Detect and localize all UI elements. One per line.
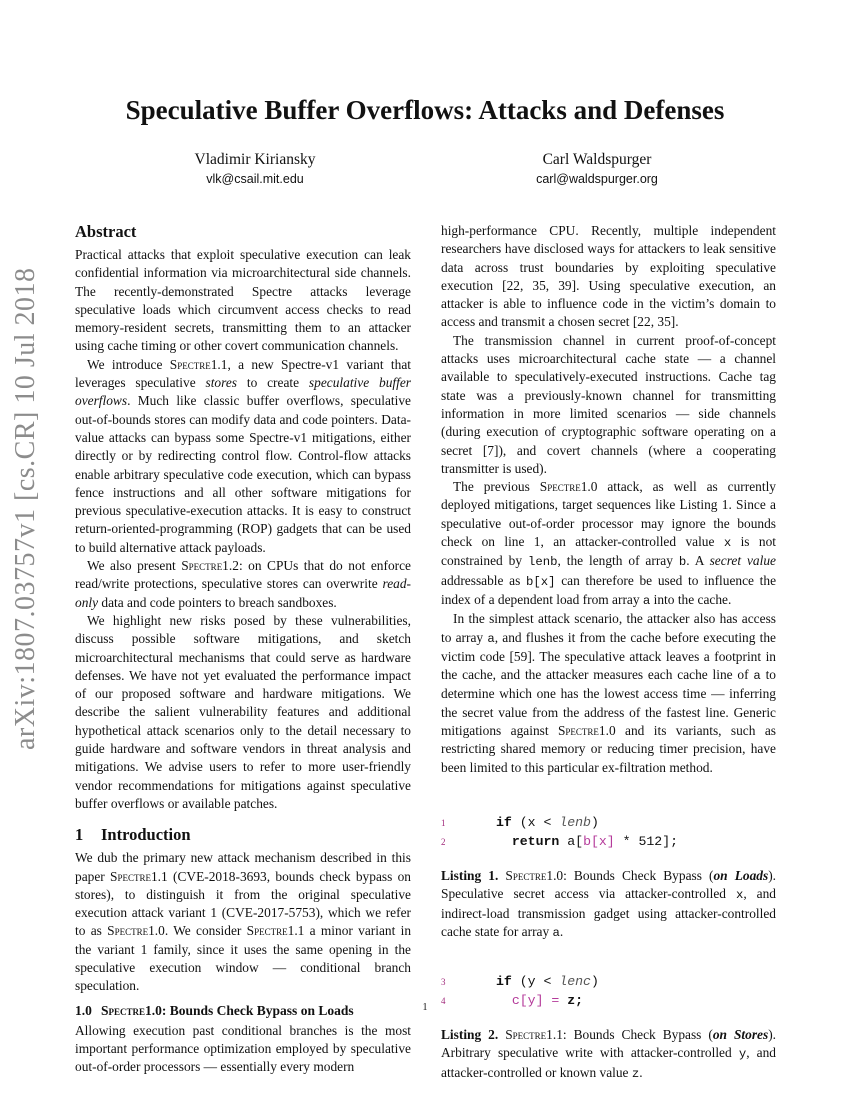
abstract-paragraph: We also present Spectre1.2: on CPUs that do not enforce read/write protections, speculative stores can overwrite read-only data and code pointers to breach sandboxes. — [75, 558, 411, 610]
line-number: 4 — [441, 996, 446, 1007]
author-block — [427, 150, 767, 188]
abstract-paragraph: We highlight new risks posed by these vulnerabilities, discuss possible software mitigations, and sketch microarchitectural mechanisms that could serve as hardware defenses. We have not yet evaluated the performance impact of our proposed software and hardware mitigations. We describe the salient vulnerability features and additional hypothetical attack scenarios only to the detail necessary to guide hardware and software vendors in threat analysis and mitigations. We advise users to refer to more user-friendly vendor recommendations for mitigations against speculative buffer overflows or available patches. — [75, 612, 411, 811]
section-heading-introduction: 1 Introduction — [75, 825, 191, 845]
code-line: 4 c[y] = z; — [441, 991, 776, 1010]
abstract-paragraph: We introduce Spectre1.1, a new Spectre-v1 variant that leverages speculative stores to create speculative buffer overflows. Much like classic buffer overflows, speculative out-of-bounds stores can modify data and code pointers. Data-value attacks can bypass some Spectre-v1 mitigations, either directly or by redirecting control flow. Control-flow attacks enable arbitrary speculative code execution, which can bypass fence instructions and all other software mitigations for previous speculative-execution attacks. It is easy to construct return-oriented-programming (ROP) gadgets that can be used to build alternative attack payloads. — [75, 356, 411, 555]
abstract-heading: Abstract — [75, 222, 137, 241]
page-number: 1 — [422, 1002, 428, 1013]
body-paragraph: The transmission channel in current proof-of-concept attacks uses microarchitectural cache state — a channel available to speculatively-executed instructions. Cache tag state was a previously-known channel for transmitting information in more limited scenarios — side channels (during execution of cryptographic software operating on a secret [7]), and covert channels (where a cooperating transmitter is used). — [441, 332, 776, 476]
code-line: 2 return a[b[x] * 512]; — [441, 832, 776, 851]
body-paragraph: The previous Spectre1.0 attack, as well as currently deployed mitigations, target sequences like Listing 1. Since a speculative out-of-order processor may ignore the bounds check on line 1, an attacker-controlled value x is not constrained by lenb, the length of array b. A secret value addressable as b[x] can therefore be used to influence the index of a dependent load from array a into the cache. — [441, 479, 777, 608]
code-line: 1 if (x < lenb) — [441, 813, 776, 832]
line-number: 3 — [441, 977, 446, 988]
body-paragraph: In the simplest attack scenario, the attacker also has access to array a, and flushes it from the cache before executing the victim code [59]. The speculative attack leaves a footprint in the cache, and the attacker measures each cache line of a to determine which one has the lowest access time — inferring the secret value from the address of the fastest line. Generic mitigations against Spectre1.0 and its variants, such as restricting shared memory or reducing timer precision, have been limited to this particular ex-filtration method. — [441, 611, 777, 775]
author-name: Vladimir Kiriansky — [194, 151, 316, 168]
right-column — [441, 222, 776, 1083]
line-number: 2 — [441, 836, 446, 847]
listing-caption: Listing 1. Spectre1.0: Bounds Check Bypass (on Loads). Speculative secret access via attacker-controlled x, and indirect-load transmission gadget using attacker-controlled cache state for array a. — [441, 867, 777, 940]
author-name: Carl Waldspurger — [542, 151, 652, 168]
author-block — [85, 150, 425, 188]
body-paragraph: Allowing execution past conditional branches is the most important performance optimization employed by speculative out-of-order processors — essentially every modern — [75, 1022, 411, 1075]
author-email: carl@waldspurger.org — [536, 172, 658, 186]
abstract-paragraph: Practical attacks that exploit speculative execution can leak confidential information via microarchitectural side channels. The recently-demonstrated Spectre attacks leverage speculative loads which circumvent access checks to read memory-resident secrets, transmitting them to an attacker using cache timing or other covert communication channels. — [75, 247, 411, 354]
body-paragraph: We dub the primary new attack mechanism described in this paper Spectre1.1 (CVE-2018-3693, bounds check bypass on stores), to distinguish it from the original speculative execution attack variant 1 (CVE-2017-5753), which we refer to as Spectre1.0. We consider Spectre1.1 a minor variant in the variant 1 family, since it uses the same opening in the speculative execution window — conditional branch speculation. — [75, 850, 412, 994]
author-email: vlk@csail.mit.edu — [206, 172, 304, 186]
arxiv-identifier-stamp: arXiv:1807.03757v1 [cs.CR] 10 Jul 2018 — [10, 267, 41, 750]
paper-title: Speculative Buffer Overflows: Attacks and Defenses — [125, 95, 725, 125]
line-number: 1 — [441, 817, 446, 828]
body-paragraph: high-performance CPU. Recently, multiple independent researchers have disclosed ways for attackers to leak sensitive data across trust boundaries by exploiting speculative execution [22, 35, 39]. Using speculative execution, an attacker is able to influence code in the victim’s domain to access and transmit a chosen secret [22, 35]. — [441, 223, 776, 330]
subsection-heading: 1.0 Spectre1.0: Bounds Check Bypass on Loads — [75, 1002, 354, 1018]
left-column — [75, 222, 411, 1076]
code-line: 3 if (y < lenc) — [441, 972, 776, 991]
code-listing-1 — [441, 813, 776, 851]
listing-caption: Listing 2. Spectre1.1: Bounds Check Bypass (on Stores). Arbitrary speculative write with attacker-controlled y, and attacker-controlled or known value z. — [441, 1027, 777, 1081]
